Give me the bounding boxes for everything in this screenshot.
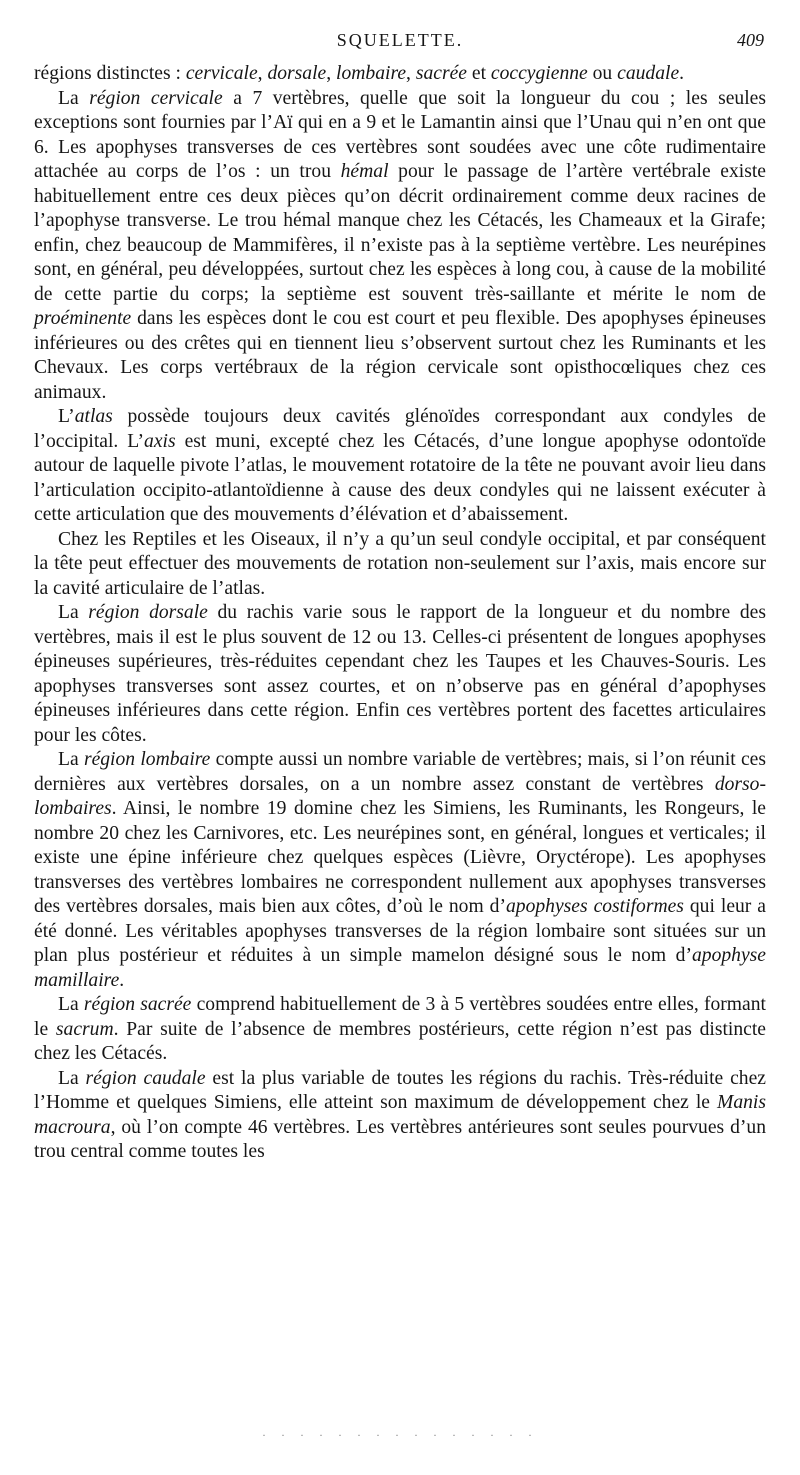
paragraph-reptiles-birds	[34, 528, 766, 602]
italic-term: sacrée	[415, 63, 467, 84]
italic-term: apophyse mamillaire	[34, 945, 766, 991]
text-run: La	[58, 749, 84, 770]
paragraph-dorsal-region	[34, 601, 766, 748]
text-run: possède toujours deux cavités glénoïdes correspondant aux condyles de l’occipital. L’	[34, 406, 766, 452]
text-run: ,	[326, 63, 337, 84]
paragraph-cervical-region	[34, 87, 766, 406]
italic-term: région lombaire	[83, 749, 211, 770]
italic-term: Manis macroura	[34, 1092, 766, 1138]
paragraph-sacral-region	[34, 993, 766, 1067]
text-run: ou	[587, 63, 618, 84]
paragraph-lumbar-region	[34, 748, 766, 993]
page-number: 409	[737, 30, 764, 50]
italic-term: proéminente	[34, 308, 132, 329]
body-text	[34, 62, 766, 1165]
italic-term: dorsale	[267, 63, 327, 84]
italic-term: apophyses costiformes	[505, 896, 684, 917]
text-run: La	[58, 87, 90, 109]
italic-term: région dorsale	[88, 602, 208, 623]
italic-term: lombaire	[336, 63, 407, 84]
italic-term: région caudale	[85, 1067, 206, 1089]
text-run: ,	[406, 63, 416, 84]
text-run: . Ainsi, le nombre 19 domine chez les Simiens, les Ruminants, les Rongeurs, le nombre 20 chez les Carnivores, etc. Les neurépines sont, en général, longues et verticales; il existe une épine inférieure chez quelques espèces (Lièvre, Oryctérope). Les apophyses transverses des vertèbres lombaires ne correspondent nullement aux apophyses transverses des vertèbres dorsales, mais bien aux côtes, d’où le nom d’	[34, 798, 766, 917]
footer-marks: · · · · · · · · · · · · · · ·	[262, 1428, 538, 1442]
text-run: qui leur a été donné. Les véritables apophyses transverses de la région lombaire sont situées sur un plan plus postérieur et réduites à un simple mamelon désigné sous le nom d’	[34, 896, 766, 966]
text-run: Chez les Reptiles et les Oiseaux, il n’y a qu’un seul condyle occipital, et par conséquent la tête peut effectuer des mouvements de rotation non-seulement sur l’axis, mais encore sur la cavité articulaire de l’atlas.	[34, 528, 766, 599]
text-run: pour le passage de l’artère vertébrale existe habituellement entre ces deux pièces qu’on décrit ordinairement comme deux racines de l’apophyse transverse. Le trou hémal manque chez les Cétacés, les Chameaux et la Girafe; enfin, chez beaucoup de Mammifères, il n’existe pas à la septième vertèbre. Les neurépines sont, en général, peu développées, surtout chez les espèces à long cou, à cause de la mobilité de cette partie du corps; la septième est souvent très-saillante et mérite le nom de	[34, 161, 766, 305]
paragraph-atlas-axis	[34, 405, 766, 528]
italic-term: atlas	[74, 406, 113, 427]
running-title: SQUELETTE.	[336, 30, 464, 50]
text-run: La	[58, 994, 84, 1015]
text-run: , où l’on compte 46 vertèbres. Les vertèbres antérieures sont seules pourvues d’un trou central comme toutes les	[34, 1116, 766, 1162]
text-run: .	[679, 63, 685, 84]
text-run: La	[58, 1067, 86, 1089]
text-run: ,	[257, 63, 268, 84]
italic-term: sacrum	[55, 1018, 114, 1040]
italic-term: axis	[144, 430, 176, 452]
running-head	[0, 30, 800, 56]
text-run: est muni, excepté chez les Cétacés, d’une longue apophyse odontoïde autour de laquelle pivote l’atlas, le mouvement rotatoire de la tête ne pouvant avoir lieu dans l’articulation occipito-atlantoïdienne à cause des deux condyles qui ne laissent exécuter à cette articulation que des mouvements d’élévation et d’abaissement.	[34, 430, 766, 525]
italic-term: caudale	[617, 63, 680, 84]
text-run: . Par suite de l’absence de membres postérieurs, cette région n’est pas distincte chez les Cétacés.	[34, 1018, 766, 1064]
italic-term: coccygienne	[490, 63, 588, 84]
text-run: est la plus variable de toutes les régions du rachis. Très-réduite chez l’Homme et quelques Simiens, elle atteint son maximum de développement chez le	[34, 1067, 766, 1113]
text-run: du rachis varie sous le rapport de la longueur et du nombre des vertèbres, mais il est le plus souvent de 12 ou 13. Celles-ci présentent de longues apophyses épineuses supérieures, très-réduites cependant chez les Taupes et les Chauves-Souris. Les apophyses transverses sont assez courtes, et on n’observe pas en général d’apophyses épineuses inférieures dans cette région. Enfin ces vertèbres portent des facettes articulaires pour les côtes.	[34, 602, 766, 746]
italic-term: dorso-lombaires	[34, 773, 766, 819]
italic-term: région cervicale	[89, 87, 223, 109]
text-run: régions distinctes :	[34, 63, 186, 84]
text-run: .	[119, 969, 125, 991]
paragraph-caudal-region	[34, 1067, 766, 1165]
text-run: a 7 vertèbres, quelle que soit la longueur du cou ; les seules exceptions sont fournies par l’Aï qui en a 9 et le Lamantin ainsi que l’Unau qui n’en ont que 6. Les apophyses transverses de ces vertèbres sont soudées avec une côte rudimentaire attachée au corps de l’os : un trou	[34, 87, 766, 182]
text-run: L’	[58, 406, 75, 427]
text-run: et	[466, 63, 491, 84]
paragraph-region-list	[34, 62, 766, 87]
italic-term: région sacrée	[83, 994, 192, 1015]
text-run: dans les espèces dont le cou est court et peu flexible. Des apophyses épineuses inférieures ou des crêtes qui en tiennent lieu s’observent surtout chez les Ruminants et les Chevaux. Les corps vertébraux de la région cervicale sont opisthocœliques chez ces animaux.	[34, 308, 766, 403]
text-run: compte aussi un nombre variable de vertèbres; mais, si l’on réunit ces dernières aux vertèbres dorsales, on a un nombre assez constant de vertèbres	[34, 749, 766, 795]
italic-term: cervicale	[185, 63, 258, 84]
text-run: La	[58, 602, 89, 623]
text-run: comprend habituellement de 3 à 5 vertèbres soudées entre elles, formant le	[34, 994, 766, 1040]
italic-term: hémal	[340, 161, 389, 182]
